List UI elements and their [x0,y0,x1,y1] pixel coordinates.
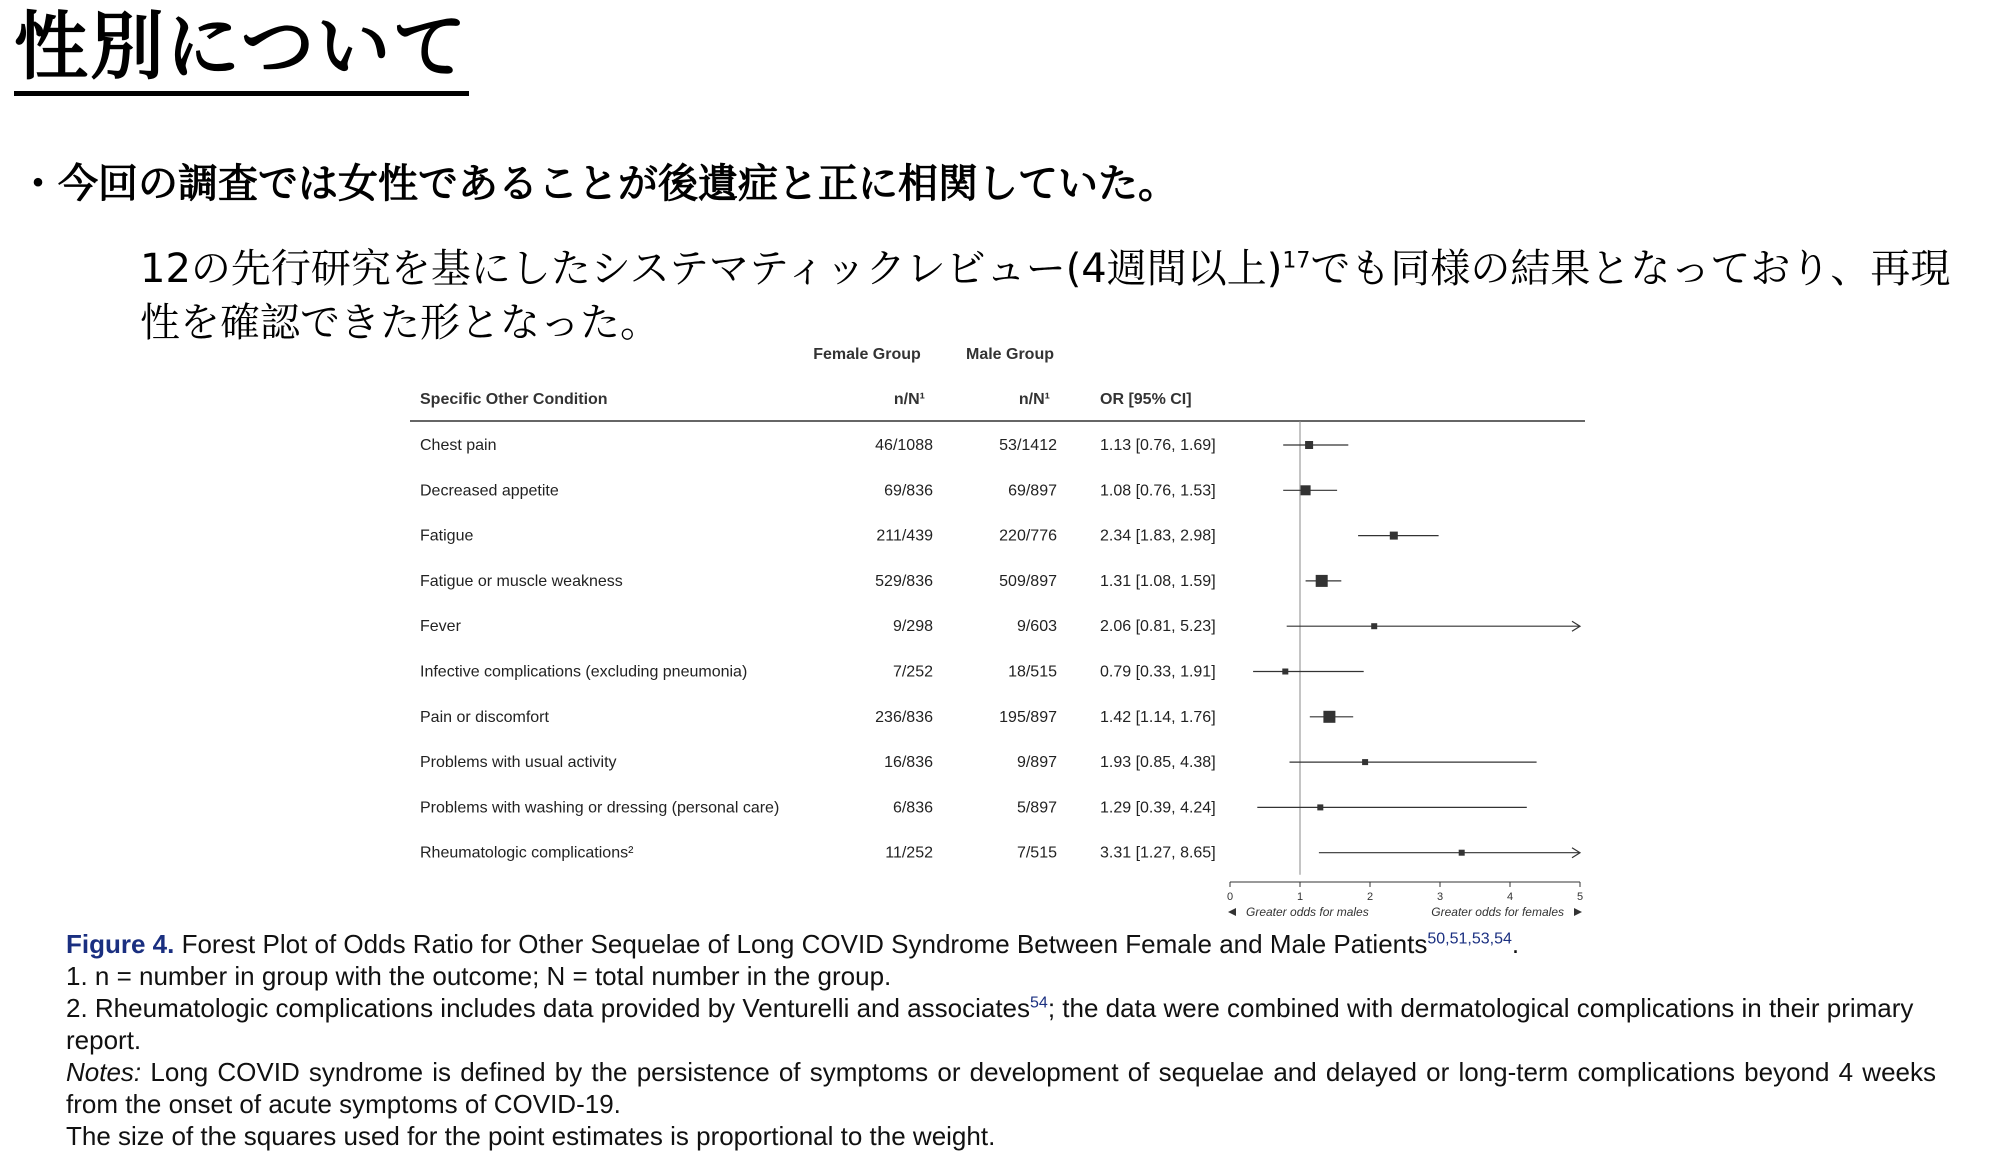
row-condition-label: Pain or discomfort [420,708,549,726]
right-arrow-icon [1574,908,1582,916]
note2-text-2: ; the data were combined with dermatological complications in their primary report. [66,993,1914,1055]
row-condition-label: Problems with washing or dressing (personal care) [420,799,780,817]
row-condition-label: Fatigue [420,527,474,545]
row-male-count: 9/897 [1016,754,1057,772]
caption-size-note: The size of the squares used for the point estimates is proportional to the weight. [66,1121,996,1151]
row-or-ci-label: 1.93 [0.85, 4.38] [1100,754,1216,772]
row-or-ci-label: 2.06 [0.81, 5.23] [1100,618,1216,636]
row-condition-label: Fever [420,618,461,636]
x-tick-label: 2 [1366,891,1374,903]
row-male-count: 509/897 [999,572,1057,590]
row-condition-label: Decreased appetite [420,482,559,500]
row-condition-label: Chest pain [420,437,497,454]
x-tick-label: 4 [1506,891,1514,903]
x-tick-label: 0 [1226,891,1234,903]
row-male-count: 220/776 [999,527,1057,545]
row-or-ci-label: 1.13 [0.76, 1.69] [1100,437,1216,454]
row-or-ci-label: 3.31 [1.27, 8.65] [1100,844,1216,862]
row-condition-label: Problems with usual activity [420,754,617,772]
row-or-ci-label: 0.79 [0.33, 1.91] [1100,663,1216,681]
row-female-count: 211/439 [876,527,933,545]
row-condition-label: Fatigue or muscle weakness [420,572,623,590]
row-female-count: 529/836 [875,572,933,590]
paragraph-text-2: でも同様の結果となっており、再現性を確認できた形となった。 [140,246,1951,346]
row-male-count: 9/603 [1016,618,1057,636]
notes-label: Notes: [66,1057,142,1087]
row-male-count: 5/897 [1016,799,1057,817]
row-female-count: 16/836 [884,754,933,772]
point-estimate [1323,711,1335,723]
column-header-male-nN: n/N¹ [1018,391,1050,408]
column-header-or: OR [95% CI] [1100,391,1192,408]
x-label-left: Greater odds for males [1246,905,1369,919]
x-tick-label: 5 [1576,891,1584,903]
column-header-condition: Specific Other Condition [420,391,608,408]
row-male-count: 69/897 [1008,482,1057,500]
row-male-count: 18/515 [1008,663,1057,681]
notes-text: Long COVID syndrome is defined by the persistence of symptoms or development of sequelae and delayed or long-term complications beyond 4 weeks from the onset of acute symptoms of COVID-19. [66,1057,1937,1119]
row-female-count: 6/836 [892,799,933,817]
point-estimate [1317,804,1323,810]
row-or-ci-label: 1.31 [1.08, 1.59] [1100,572,1216,590]
row-male-count: 53/1412 [999,437,1057,454]
row-male-count: 195/897 [999,708,1057,726]
group-header-female: Female Group [813,346,921,363]
note2-text-1: 2. Rheumatologic complications includes data provided by Venturelli and associates [66,993,1031,1023]
paragraph-text-1: 12の先行研究を基にしたシステマティックレビュー(4週間以上) [140,246,1283,292]
figure-refs: 50,51,53,54 [1427,930,1512,948]
row-condition-label: Rheumatologic complications² [420,844,634,862]
row-female-count: 69/836 [884,482,933,500]
slide-title: 性別について [14,6,469,96]
row-or-ci-label: 1.29 [0.39, 4.24] [1100,799,1216,817]
point-estimate [1371,623,1377,629]
row-male-count: 7/515 [1016,844,1057,862]
paragraph-ref: 17 [1282,248,1311,274]
point-estimate [1282,669,1288,675]
row-female-count: 9/298 [892,618,933,636]
point-estimate [1362,759,1368,765]
column-header-female-nN: n/N¹ [893,391,925,408]
caption-note-2 [66,992,1936,1056]
figure-caption [66,928,1936,1152]
caption-note-1: 1. n = number in group with the outcome; N = total number in the group. [66,961,892,991]
x-tick-label: 3 [1436,891,1444,903]
row-female-count: 236/836 [875,708,933,726]
x-label-right: Greater odds for females [1431,905,1564,919]
point-estimate [1301,485,1311,495]
point-estimate [1390,532,1398,540]
row-female-count: 7/252 [892,663,933,681]
left-arrow-icon [1228,908,1236,916]
row-female-count: 46/1088 [875,437,933,454]
figure-text: Forest Plot of Odds Ratio for Other Sequelae of Long COVID Syndrome Between Female and Male Patients [181,929,1428,959]
point-estimate [1316,575,1328,587]
caption-notes [66,1056,1936,1120]
caption-figure-line: Figure 4. Forest Plot of Odds Ratio for Other Sequelae of Long COVID Syndrome Between Female and Male Patients$^{50,51,53,54}$. [66,929,1520,959]
group-header-male: Male Group [965,346,1055,363]
row-condition-label: Infective complications (excluding pneumonia) [420,663,748,681]
x-tick-label: 1 [1296,891,1304,903]
forest-plot [400,330,1600,920]
bullet-point: ・今回の調査では女性であることが後遺症と正に相関していた。 [18,161,1178,207]
row-female-count: 11/252 [885,844,933,862]
note2-ref: 54 [1030,994,1048,1012]
row-or-ci-label: 1.42 [1.14, 1.76] [1100,708,1216,726]
point-estimate [1459,850,1465,856]
row-or-ci-label: 2.34 [1.83, 2.98] [1100,527,1216,545]
row-or-ci-label: 1.08 [0.76, 1.53] [1100,482,1216,500]
point-estimate [1305,441,1313,449]
figure-label: Figure 4. [66,929,175,959]
